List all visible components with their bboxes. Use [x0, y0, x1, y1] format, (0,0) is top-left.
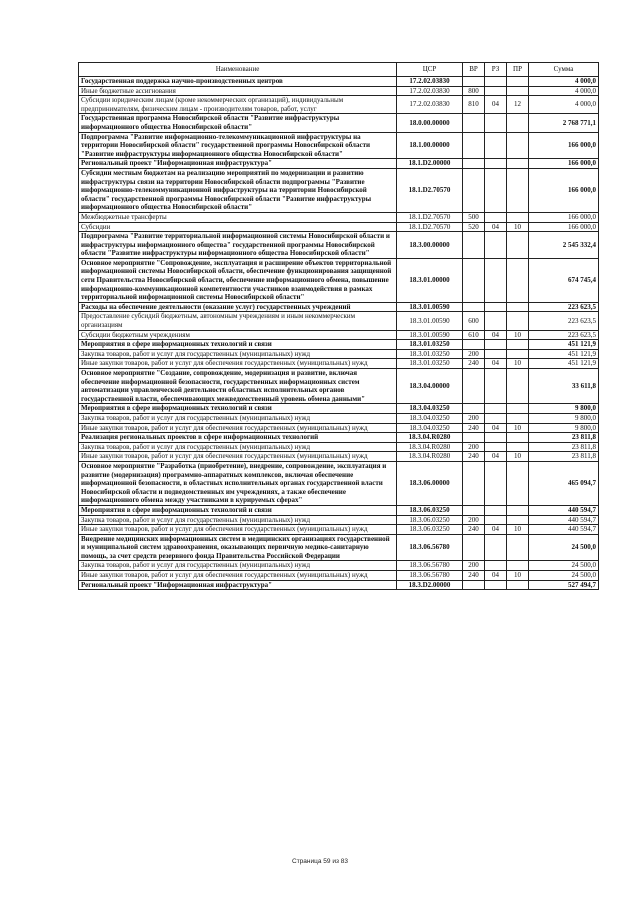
- cell-csr: 18.3.04.R0280: [397, 452, 463, 462]
- cell-pr: [507, 369, 529, 404]
- cell-vr: 200: [463, 442, 485, 452]
- cell-pr: [507, 340, 529, 350]
- cell-csr: 18.1.D2.70570: [397, 168, 463, 212]
- cell-vr: [463, 369, 485, 404]
- cell-name: Иные бюджетные ассигнования: [79, 86, 397, 96]
- table-row: [79, 369, 599, 404]
- cell-sum: 451 121,9: [529, 340, 599, 350]
- cell-vr: [463, 258, 485, 302]
- table-row: [79, 302, 599, 312]
- page-number: Страница 59 из 83: [292, 858, 348, 865]
- cell-csr: 18.1.D2.70570: [397, 222, 463, 232]
- cell-rz: [485, 580, 507, 590]
- table-row: [79, 132, 599, 159]
- cell-sum: 4 000,0: [529, 77, 599, 87]
- cell-csr: 17.2.02.03830: [397, 86, 463, 96]
- cell-csr: 18.1.D2.00000: [397, 159, 463, 169]
- cell-pr: [507, 232, 529, 259]
- cell-csr: 18.1.D2.70570: [397, 212, 463, 222]
- header-name: Наименование: [79, 63, 397, 77]
- table-row: [79, 404, 599, 414]
- cell-sum: 9 800,0: [529, 413, 599, 423]
- cell-name: Закупка товаров, работ и услуг для государственных (муниципальных) нужд: [79, 515, 397, 525]
- cell-name: Иные закупки товаров, работ и услуг для обеспечения государственных (муниципальных) нужд: [79, 452, 397, 462]
- cell-rz: [485, 349, 507, 359]
- cell-pr: 10: [507, 525, 529, 535]
- cell-sum: 166 000,0: [529, 222, 599, 232]
- cell-vr: 810: [463, 96, 485, 114]
- cell-vr: [463, 580, 485, 590]
- cell-sum: 2 545 332,4: [529, 232, 599, 259]
- cell-vr: 500: [463, 212, 485, 222]
- cell-pr: 10: [507, 330, 529, 340]
- header-rz: РЗ: [485, 63, 507, 77]
- cell-name: Иные закупки товаров, работ и услуг для обеспечения государственных (муниципальных) нужд: [79, 571, 397, 581]
- table-row: [79, 561, 599, 571]
- cell-sum: 440 594,7: [529, 505, 599, 515]
- cell-rz: [485, 132, 507, 159]
- cell-sum: 527 494,7: [529, 580, 599, 590]
- cell-name: Мероприятия в сфере информационных технологий и связи: [79, 340, 397, 350]
- table-row: [79, 168, 599, 212]
- cell-rz: [485, 442, 507, 452]
- table-row: [79, 340, 599, 350]
- cell-name: Субсидии бюджетным учреждениям: [79, 330, 397, 340]
- cell-pr: [507, 515, 529, 525]
- cell-rz: 04: [485, 452, 507, 462]
- cell-sum: 166 000,0: [529, 132, 599, 159]
- table-row: [79, 96, 599, 114]
- table-row: [79, 525, 599, 535]
- cell-sum: 4 000,0: [529, 86, 599, 96]
- cell-sum: 23 811,8: [529, 433, 599, 443]
- cell-name: Закупка товаров, работ и услуг для государственных (муниципальных) нужд: [79, 561, 397, 571]
- cell-name: Региональный проект "Информационная инфраструктура": [79, 159, 397, 169]
- cell-name: Иные закупки товаров, работ и услуг для обеспечения государственных (муниципальных) нужд: [79, 359, 397, 369]
- cell-pr: 10: [507, 423, 529, 433]
- table-row: [79, 423, 599, 433]
- table-row: [79, 349, 599, 359]
- cell-name: Государственная поддержка научно-производственных центров: [79, 77, 397, 87]
- cell-csr: 18.3.01.03250: [397, 349, 463, 359]
- cell-rz: [485, 505, 507, 515]
- budget-table: [78, 62, 599, 590]
- cell-sum: 23 811,8: [529, 442, 599, 452]
- cell-csr: 18.3.04.03250: [397, 404, 463, 414]
- cell-name: Субсидии местным бюджетам на реализацию мероприятий по модернизации и развитию инфраструктуры связи на территории Новосибирской области подпрограммы "Развитие информационно-телекоммуникационной инфраструктуры на территории Новосибирской области" государственной программы Новосибирской области "Развитие инфраструктуры информационного общества Новосибирской области": [79, 168, 397, 212]
- cell-sum: 9 800,0: [529, 404, 599, 414]
- cell-name: Предоставление субсидий бюджетным, автономным учреждениям и иным некоммерческим организациям: [79, 312, 397, 330]
- cell-name: Подпрограмма "Развитие информационно-телекоммуникационной инфраструктуры на территории Новосибирской области" государственной программы Новосибирской области "Развитие инфраструктуры информационного общества Новосибирской области": [79, 132, 397, 159]
- cell-vr: 200: [463, 515, 485, 525]
- table-row: [79, 77, 599, 87]
- cell-name: Реализация региональных проектов в сфере информационных технологий: [79, 433, 397, 443]
- cell-pr: [507, 77, 529, 87]
- cell-rz: 04: [485, 571, 507, 581]
- cell-vr: 200: [463, 413, 485, 423]
- cell-name: Основное мероприятие "Сопровождение, эксплуатация и расширение объектов территориальной информационной системы Новосибирской области, обеспечение функционирования защищенной сети Правительства Новосибирской области, обеспечение информационного обмена, повышение информационно-коммуникационной компетентности участников взаимодействия в рамках территориальной информационной системы Новосибирской области": [79, 258, 397, 302]
- cell-rz: [485, 258, 507, 302]
- cell-vr: [463, 534, 485, 561]
- table-row: [79, 312, 599, 330]
- cell-csr: 17.2.02.03830: [397, 77, 463, 87]
- cell-csr: 18.3.06.03250: [397, 525, 463, 535]
- cell-rz: [485, 302, 507, 312]
- cell-csr: 18.3.01.03250: [397, 340, 463, 350]
- cell-pr: [507, 561, 529, 571]
- cell-csr: 18.3.06.56780: [397, 561, 463, 571]
- cell-pr: [507, 404, 529, 414]
- cell-sum: 440 594,7: [529, 525, 599, 535]
- cell-vr: 240: [463, 423, 485, 433]
- cell-pr: [507, 159, 529, 169]
- header-vr: ВР: [463, 63, 485, 77]
- cell-rz: 04: [485, 525, 507, 535]
- cell-csr: 18.3.01.00590: [397, 302, 463, 312]
- cell-name: Субсидии юридическим лицам (кроме некоммерческих организаций), индивидуальным предпринимателям, физическим лицам - производителям товаров, работ, услуг: [79, 96, 397, 114]
- cell-csr: 18.3.04.R0280: [397, 433, 463, 443]
- cell-name: Закупка товаров, работ и услуг для государственных (муниципальных) нужд: [79, 349, 397, 359]
- cell-sum: 2 768 771,1: [529, 114, 599, 132]
- cell-rz: [485, 77, 507, 87]
- cell-sum: 451 121,9: [529, 349, 599, 359]
- table-row: [79, 534, 599, 561]
- table-row: [79, 413, 599, 423]
- table-row: [79, 222, 599, 232]
- cell-pr: 10: [507, 359, 529, 369]
- cell-rz: 04: [485, 96, 507, 114]
- cell-sum: 440 594,7: [529, 515, 599, 525]
- table-row: [79, 505, 599, 515]
- cell-rz: [485, 86, 507, 96]
- cell-rz: 04: [485, 222, 507, 232]
- header-pr: ПР: [507, 63, 529, 77]
- cell-name: Региональный проект "Информационная инфраструктура": [79, 580, 397, 590]
- cell-rz: [485, 461, 507, 505]
- table-row: [79, 442, 599, 452]
- cell-csr: 18.3.D2.00000: [397, 580, 463, 590]
- table-row: [79, 433, 599, 443]
- cell-name: Государственная программа Новосибирской области "Развитие инфраструктуры информационного общества Новосибирской области": [79, 114, 397, 132]
- cell-name: Внедрение медицинских информационных систем в медицинских организациях государственной и муниципальной систем здравоохранения, оказывающих первичную медико-санитарную помощь, за счет средств резервного фонда Правительства Российской Федерации: [79, 534, 397, 561]
- cell-sum: 24 500,0: [529, 561, 599, 571]
- cell-name: Основное мероприятие "Создание, сопровождение, модернизация и развитие, включая обеспечение информационной безопасности, государственных информационных систем автоматизации управленческой деятельности областных исполнительных органов государственной власти, обеспечивающих межведомственный уровень обмена данными": [79, 369, 397, 404]
- cell-csr: 18.3.04.00000: [397, 369, 463, 404]
- cell-rz: [485, 340, 507, 350]
- cell-pr: [507, 114, 529, 132]
- table-row: [79, 258, 599, 302]
- cell-csr: 18.3.04.R0280: [397, 442, 463, 452]
- cell-rz: [485, 114, 507, 132]
- cell-csr: 18.3.04.03250: [397, 423, 463, 433]
- cell-csr: 18.3.06.56780: [397, 534, 463, 561]
- header-csr: ЦСР: [397, 63, 463, 77]
- table-row: [79, 330, 599, 340]
- table-row: [79, 571, 599, 581]
- table-row: [79, 159, 599, 169]
- cell-pr: 10: [507, 571, 529, 581]
- cell-vr: [463, 159, 485, 169]
- cell-csr: 18.0.00.00000: [397, 114, 463, 132]
- cell-sum: 166 000,0: [529, 168, 599, 212]
- cell-vr: [463, 114, 485, 132]
- table-row: [79, 86, 599, 96]
- cell-sum: 223 623,5: [529, 302, 599, 312]
- cell-sum: 24 500,0: [529, 534, 599, 561]
- cell-vr: [463, 232, 485, 259]
- cell-name: Иные закупки товаров, работ и услуг для обеспечения государственных (муниципальных) нужд: [79, 525, 397, 535]
- cell-rz: [485, 404, 507, 414]
- cell-pr: [507, 168, 529, 212]
- cell-pr: [507, 534, 529, 561]
- cell-pr: [507, 580, 529, 590]
- cell-pr: 10: [507, 222, 529, 232]
- cell-pr: [507, 302, 529, 312]
- cell-rz: [485, 561, 507, 571]
- cell-csr: 18.3.04.03250: [397, 413, 463, 423]
- table-row: [79, 232, 599, 259]
- cell-name: Основное мероприятие "Разработка (приобретение), внедрение, сопровождение, эксплуатация и развитие (модернизация) программно-аппаратных комплексов, включая обеспечение информационной безопасности, в областных исполнительных органах государственной власти Новосибирской области и подведомственных им учреждениях, а также обеспечение информационного обмена между участниками в курируемых сферах": [79, 461, 397, 505]
- cell-vr: [463, 77, 485, 87]
- cell-vr: [463, 340, 485, 350]
- cell-vr: 240: [463, 359, 485, 369]
- cell-vr: 240: [463, 571, 485, 581]
- cell-sum: 223 623,5: [529, 330, 599, 340]
- cell-sum: 24 500,0: [529, 571, 599, 581]
- cell-vr: [463, 132, 485, 159]
- cell-sum: 166 000,0: [529, 212, 599, 222]
- table-header-row: [79, 63, 599, 77]
- cell-vr: 520: [463, 222, 485, 232]
- cell-name: Мероприятия в сфере информационных технологий и связи: [79, 505, 397, 515]
- cell-name: Мероприятия в сфере информационных технологий и связи: [79, 404, 397, 414]
- table-row: [79, 515, 599, 525]
- cell-pr: [507, 433, 529, 443]
- cell-sum: 451 121,9: [529, 359, 599, 369]
- cell-rz: [485, 212, 507, 222]
- cell-sum: 9 800,0: [529, 423, 599, 433]
- cell-pr: 10: [507, 452, 529, 462]
- cell-rz: [485, 232, 507, 259]
- table-body: [79, 77, 599, 590]
- cell-vr: 610: [463, 330, 485, 340]
- cell-csr: 18.3.01.03250: [397, 359, 463, 369]
- cell-sum: 33 611,8: [529, 369, 599, 404]
- cell-csr: 18.1.00.00000: [397, 132, 463, 159]
- cell-rz: 04: [485, 423, 507, 433]
- cell-name: Закупка товаров, работ и услуг для государственных (муниципальных) нужд: [79, 442, 397, 452]
- cell-name: Расходы на обеспечение деятельности (оказание услуг) государственных учреждений: [79, 302, 397, 312]
- cell-pr: [507, 258, 529, 302]
- cell-name: Субсидии: [79, 222, 397, 232]
- cell-rz: [485, 369, 507, 404]
- cell-csr: 18.3.01.00000: [397, 258, 463, 302]
- cell-vr: [463, 505, 485, 515]
- cell-vr: 800: [463, 86, 485, 96]
- cell-csr: 17.2.02.03830: [397, 96, 463, 114]
- cell-rz: [485, 413, 507, 423]
- cell-sum: 4 000,0: [529, 96, 599, 114]
- cell-pr: [507, 413, 529, 423]
- cell-name: Иные закупки товаров, работ и услуг для обеспечения государственных (муниципальных) нужд: [79, 423, 397, 433]
- table-row: [79, 359, 599, 369]
- header-sum: Сумма: [529, 63, 599, 77]
- cell-csr: 18.3.06.56780: [397, 571, 463, 581]
- cell-rz: [485, 534, 507, 561]
- cell-sum: 465 094,7: [529, 461, 599, 505]
- cell-vr: 200: [463, 349, 485, 359]
- cell-rz: [485, 168, 507, 212]
- cell-rz: [485, 312, 507, 330]
- cell-rz: 04: [485, 359, 507, 369]
- cell-rz: [485, 515, 507, 525]
- cell-vr: [463, 404, 485, 414]
- cell-sum: 23 811,8: [529, 452, 599, 462]
- cell-vr: 240: [463, 525, 485, 535]
- cell-name: Подпрограмма "Развитие территориальной информационной системы Новосибирской области и инфраструктуры информационного общества" государственной программы Новосибирской области "Развитие инфраструктуры информационного общества Новосибирской области": [79, 232, 397, 259]
- cell-vr: [463, 461, 485, 505]
- cell-vr: [463, 433, 485, 443]
- cell-pr: [507, 505, 529, 515]
- cell-csr: 18.3.06.03250: [397, 505, 463, 515]
- cell-pr: [507, 349, 529, 359]
- cell-name: Закупка товаров, работ и услуг для государственных (муниципальных) нужд: [79, 413, 397, 423]
- cell-csr: 18.3.00.00000: [397, 232, 463, 259]
- cell-pr: [507, 132, 529, 159]
- cell-rz: 04: [485, 330, 507, 340]
- cell-pr: [507, 312, 529, 330]
- cell-vr: [463, 168, 485, 212]
- table-row: [79, 212, 599, 222]
- table-row: [79, 580, 599, 590]
- cell-csr: 18.3.06.00000: [397, 461, 463, 505]
- cell-vr: 240: [463, 452, 485, 462]
- cell-csr: 18.3.06.03250: [397, 515, 463, 525]
- table-row: [79, 452, 599, 462]
- cell-name: Межбюджетные трансферты: [79, 212, 397, 222]
- cell-vr: 600: [463, 312, 485, 330]
- cell-pr: [507, 461, 529, 505]
- cell-sum: 166 000,0: [529, 159, 599, 169]
- cell-vr: 200: [463, 561, 485, 571]
- cell-pr: 12: [507, 96, 529, 114]
- cell-vr: [463, 302, 485, 312]
- cell-csr: 18.3.01.00590: [397, 330, 463, 340]
- cell-pr: [507, 212, 529, 222]
- cell-pr: [507, 86, 529, 96]
- table-row: [79, 461, 599, 505]
- cell-sum: 223 623,5: [529, 312, 599, 330]
- cell-csr: 18.3.01.00590: [397, 312, 463, 330]
- table-row: [79, 114, 599, 132]
- cell-sum: 674 745,4: [529, 258, 599, 302]
- cell-rz: [485, 433, 507, 443]
- cell-rz: [485, 159, 507, 169]
- cell-pr: [507, 442, 529, 452]
